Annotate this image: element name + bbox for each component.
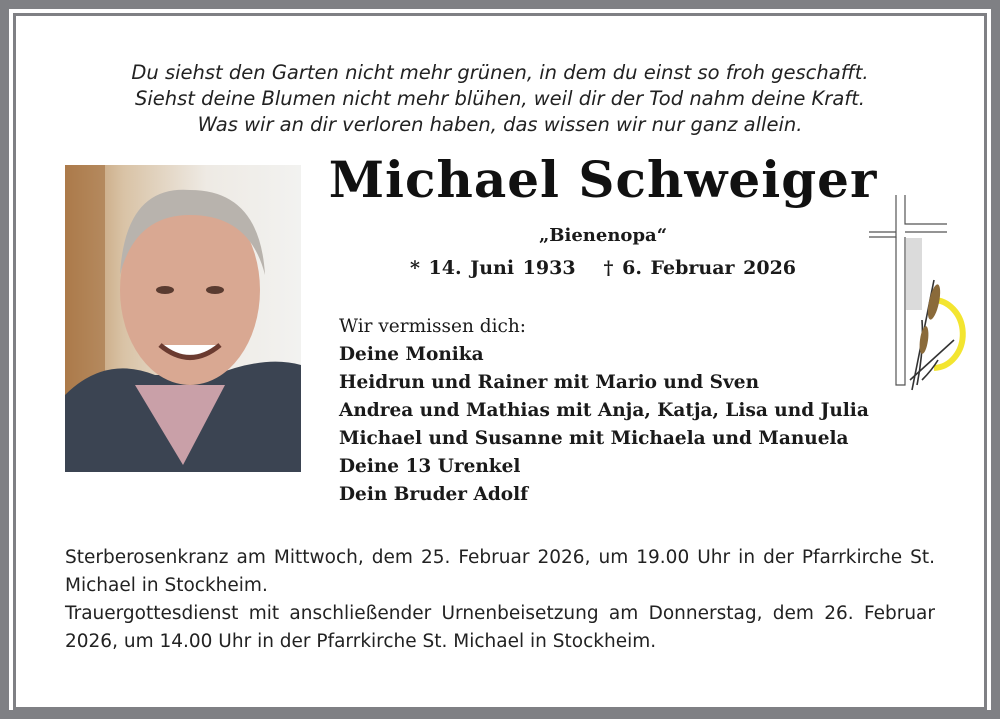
life-dates xyxy=(300,257,906,279)
rosary-info: Sterberosenkranz am Mittwoch, dem 25. Februar 2026, um 19.00 Uhr in der Pfarrkirche St. Michael in Stockheim. xyxy=(65,547,935,596)
mourners-intro: Wir vermissen dich: xyxy=(339,316,527,337)
poem-line: Siehst deine Blumen nicht mehr blühen, weil dir der Tod nahm deine Kraft. xyxy=(134,87,865,110)
mourner: Heidrun und Rainer mit Mario und Sven xyxy=(339,372,760,393)
portrait-photo xyxy=(65,165,301,472)
mourner: Andrea und Mathias mit Anja, Katja, Lisa und Julia xyxy=(339,400,869,421)
nickname: „Bienenopa“ xyxy=(538,225,668,246)
poem-line: Du siehst den Garten nicht mehr grünen, in dem du einst so froh geschafft. xyxy=(131,61,869,84)
service-information xyxy=(65,544,935,656)
deceased-name: Michael Schweiger xyxy=(328,150,878,209)
cross-wheat-icon xyxy=(862,190,972,399)
funeral-info: Trauergottesdienst mit anschließender Urnenbeisetzung am Donnerstag, dem 26. Februar 2026, um 14.00 Uhr in der Pfarrkirche St. Michael in Stockheim. xyxy=(65,603,935,652)
death-date: † 6. Februar 2026 xyxy=(603,257,797,279)
mourner: Deine Monika xyxy=(339,344,484,365)
poem-line: Was wir an dir verloren haben, das wissen wir nur ganz allein. xyxy=(197,113,803,136)
mourner: Deine 13 Urenkel xyxy=(339,456,521,477)
mourner: Dein Bruder Adolf xyxy=(339,484,529,505)
memorial-poem xyxy=(0,60,1000,138)
mourner: Michael und Susanne mit Michaela und Manuela xyxy=(339,428,849,449)
mourners-list xyxy=(339,313,869,509)
birth-date: * 14. Juni 1933 xyxy=(409,257,576,279)
